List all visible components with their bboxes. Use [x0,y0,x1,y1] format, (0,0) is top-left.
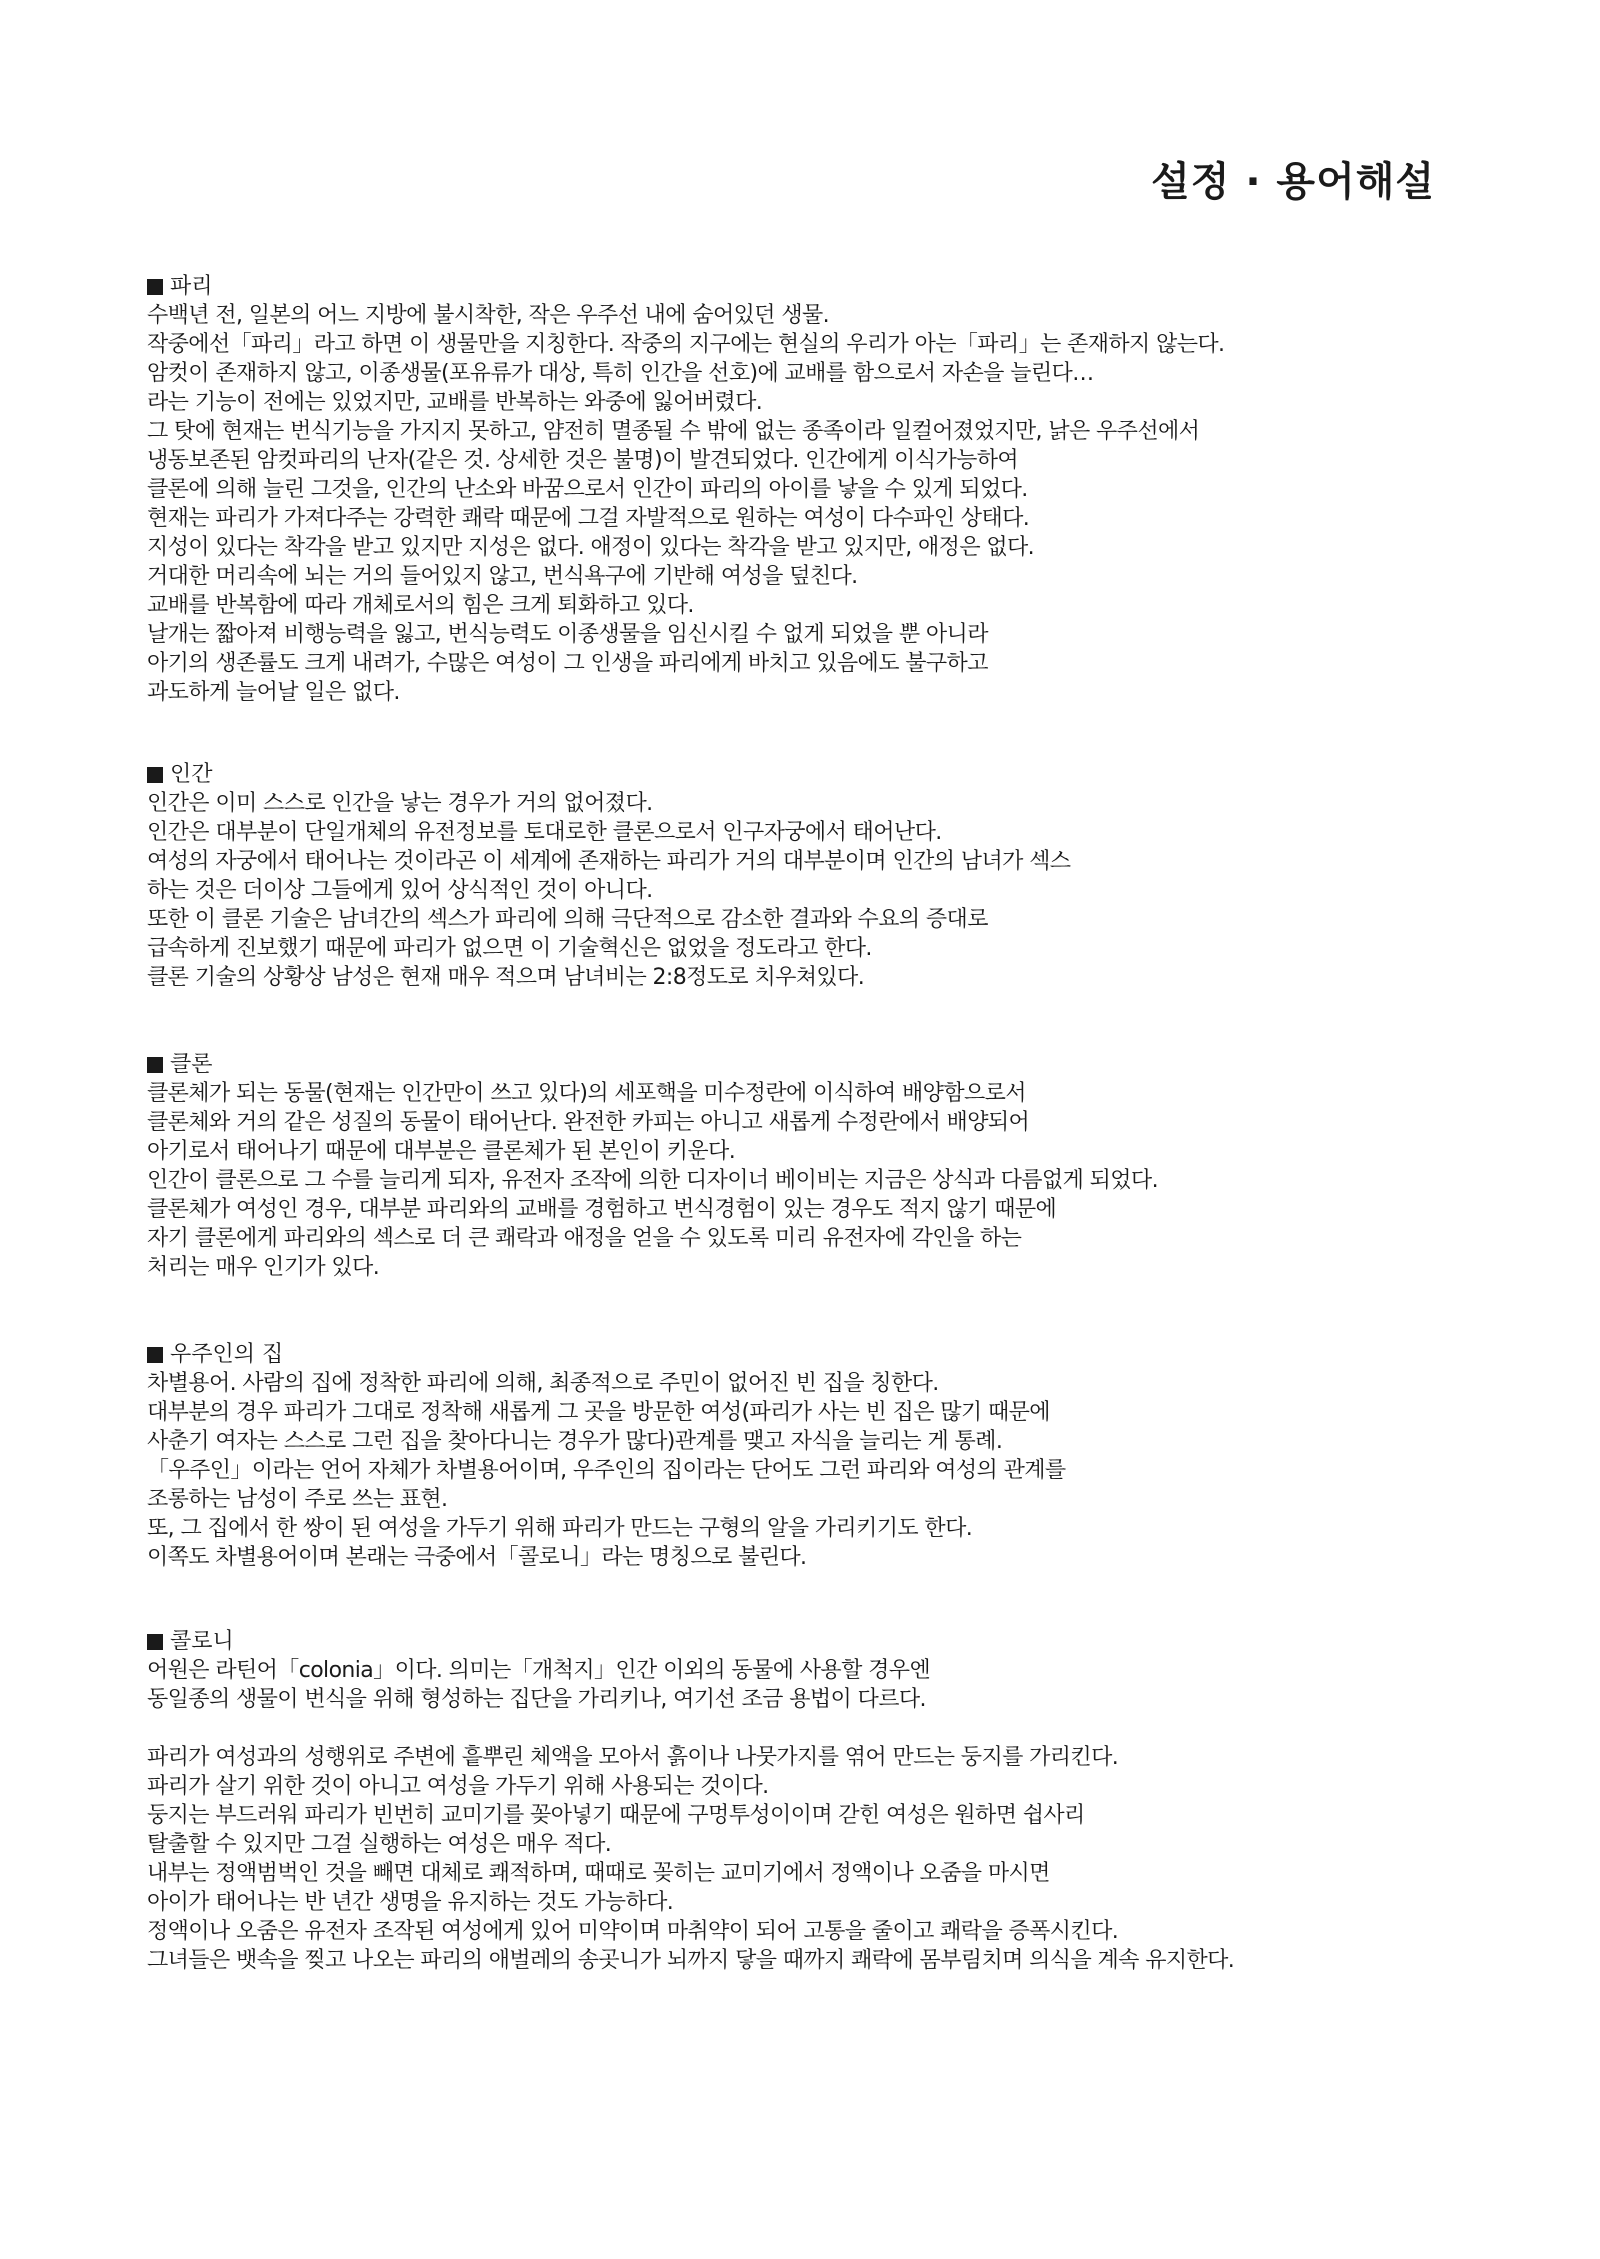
text-line: 사춘기 여자는 스스로 그런 집을 찾아다니는 경우가 많다)관계를 맺고 자식을 늘리는 게 통례. [147,1429,1003,1454]
text-line: 아기의 생존률도 크게 내려가, 수많은 여성이 그 인생을 파리에게 바치고 있음에도 불구하고 [147,651,988,676]
text-line: 하는 것은 더이상 그들에게 있어 상식적인 것이 아니다. [147,878,653,903]
section-body [147,789,1477,992]
text-line: 정액이나 오줌은 유전자 조작된 여성에게 있어 미약이며 마취약이 되어 고통을 줄이고 쾌락을 증폭시킨다. [147,1919,1119,1944]
text-line: 작중에선「파리」라고 하면 이 생물만을 지칭한다. 작중의 지구에는 현실의 우리가 아는「파리」는 존재하지 않는다. [147,332,1225,357]
text-line: 또, 그 집에서 한 쌍이 된 여성을 가두기 위해 파리가 만드는 구형의 알을 가리키기도 한다. [147,1516,973,1541]
text-line: 「우주인」이라는 언어 자체가 차별용어이며, 우주인의 집이라는 단어도 그런 파리와 여성의 관계를 [147,1458,1066,1483]
text-line: 둥지는 부드러워 파리가 빈번히 교미기를 꽂아넣기 때문에 구멍투성이이며 갇힌 여성은 원하면 쉽사리 [147,1803,1085,1828]
text-line: 냉동보존된 암컷파리의 난자(같은 것. 상세한 것은 불명)이 발견되었다. 인간에게 이식가능하여 [147,448,1019,473]
text-line: 인간은 이미 스스로 인간을 낳는 경우가 거의 없어졌다. [147,791,653,816]
section-heading [147,1340,1477,1369]
text-line: 지성이 있다는 착각을 받고 있지만 지성은 없다. 애정이 있다는 착각을 받고 있지만, 애정은 없다. [147,535,1035,560]
text-line: 거대한 머리속에 뇌는 거의 들어있지 않고, 번식욕구에 기반해 여성을 덮친다. [147,564,858,589]
section-human [147,760,1477,992]
text-line: 클론에 의해 늘린 그것을, 인간의 난소와 바꿈으로서 인간이 파리의 아이를 낳을 수 있게 되었다. [147,477,1028,502]
text-line: 클론체와 거의 같은 성질의 동물이 태어난다. 완전한 카피는 아니고 새롭게 수정란에서 배양되어 [147,1110,1030,1135]
square-bullet-icon [147,279,163,295]
section-heading-label: 인간 [170,762,213,787]
text-line: 클론 기술의 상황상 남성은 현재 매우 적으며 남녀비는 2:8정도로 치우쳐있다. [147,965,865,990]
section-heading-label: 콜로니 [170,1629,234,1654]
section-clone [147,1050,1477,1282]
section-heading [147,760,1477,789]
text-line: 아기로서 태어나기 때문에 대부분은 클론체가 된 본인이 키운다. [147,1139,736,1164]
section-heading-label: 파리 [170,274,213,299]
text-line: 파리가 여성과의 성행위로 주변에 흩뿌린 체액을 모아서 흙이나 나뭇가지를 엮어 만드는 둥지를 가리킨다. [147,1745,1119,1770]
section-body [147,1656,1477,1975]
text-line: 탈출할 수 있지만 그걸 실행하는 여성은 매우 적다. [147,1832,612,1857]
text-line: 차별용어. 사람의 집에 정착한 파리에 의해, 최종적으로 주민이 없어진 빈 집을 칭한다. [147,1371,939,1396]
text-line: 수백년 전, 일본의 어느 지방에 불시착한, 작은 우주선 내에 숨어있던 생물. [147,303,830,328]
text-line: 라는 기능이 전에는 있었지만, 교배를 반복하는 와중에 잃어버렸다. [147,390,763,415]
text-line: 과도하게 늘어날 일은 없다. [147,680,400,705]
section-alien-house [147,1340,1477,1572]
text-line: 암컷이 존재하지 않고, 이종생물(포유류가 대상, 특히 인간을 선호)에 교배를 함으로서 자손을 늘린다… [147,361,1094,386]
section-body [147,1369,1477,1572]
text-line: 이쪽도 차별용어이며 본래는 극중에서「콜로니」라는 명칭으로 불린다. [147,1545,807,1570]
text-line: 자기 클론에게 파리와의 섹스로 더 큰 쾌락과 애정을 얻을 수 있도록 미리 유전자에 각인을 하는 [147,1226,1022,1251]
section-body [147,301,1477,707]
text-line: 교배를 반복함에 따라 개체로서의 힘은 크게 퇴화하고 있다. [147,593,694,618]
text-line: 현재는 파리가 가져다주는 강력한 쾌락 때문에 그걸 자발적으로 원하는 여성이 다수파인 상태다. [147,506,1030,531]
text-line: 그 탓에 현재는 번식기능을 가지지 못하고, 얌전히 멸종될 수 밖에 없는 종족이라 일컬어졌었지만, 낡은 우주선에서 [147,419,1200,444]
text-line: 인간이 클론으로 그 수를 늘리게 되자, 유전자 조작에 의한 디자이너 베이비는 지금은 상식과 다름없게 되었다. [147,1168,1158,1193]
text-line: 어원은 라틴어「colonia」이다. 의미는「개척지」인간 이외의 동물에 사용할 경우엔 [147,1658,931,1683]
text-line: 파리가 살기 위한 것이 아니고 여성을 가두기 위해 사용되는 것이다. [147,1774,769,1799]
text-line: 처리는 매우 인기가 있다. [147,1255,380,1280]
square-bullet-icon [147,1634,163,1650]
section-heading [147,1050,1477,1079]
square-bullet-icon [147,1057,163,1073]
section-fly [147,272,1477,707]
square-bullet-icon [147,1347,163,1363]
text-line: 내부는 정액범벅인 것을 빼면 대체로 쾌적하며, 때때로 꽂히는 교미기에서 정액이나 오줌을 마시면 [147,1861,1050,1886]
page-title: 설정 · 용어해설 [1151,159,1435,205]
section-colony [147,1627,1477,1975]
section-heading-label: 우주인의 집 [170,1342,284,1367]
section-heading-label: 클론 [170,1052,213,1077]
blank-line [147,1714,1477,1743]
section-heading [147,1627,1477,1656]
section-heading [147,272,1477,301]
text-line: 대부분의 경우 파리가 그대로 정착해 새롭게 그 곳을 방문한 여성(파리가 사는 빈 집은 많기 때문에 [147,1400,1050,1425]
text-line: 동일종의 생물이 번식을 위해 형성하는 집단을 가리키나, 여기선 조금 용법이 다르다. [147,1687,926,1712]
text-line: 인간은 대부분이 단일개체의 유전정보를 토대로한 클론으로서 인구자궁에서 태어난다. [147,820,942,845]
text-line: 또한 이 클론 기술은 남녀간의 섹스가 파리에 의해 극단적으로 감소한 결과와 수요의 증대로 [147,907,988,932]
text-line: 조롱하는 남성이 주로 쓰는 표현. [147,1487,448,1512]
text-line: 급속하게 진보했기 때문에 파리가 없으면 이 기술혁신은 없었을 정도라고 한다. [147,936,872,961]
text-line: 아이가 태어나는 반 년간 생명을 유지하는 것도 가능하다. [147,1890,674,1915]
section-body [147,1079,1477,1282]
text-line: 날개는 짧아져 비행능력을 잃고, 번식능력도 이종생물을 임신시킬 수 없게 되었을 뿐 아니라 [147,622,988,647]
text-line: 클론체가 되는 동물(현재는 인간만이 쓰고 있다)의 세포핵을 미수정란에 이식하여 배양함으로서 [147,1081,1026,1106]
text-line: 여성의 자궁에서 태어나는 것이라곤 이 세계에 존재하는 파리가 거의 대부분이며 인간의 남녀가 섹스 [147,849,1071,874]
text-line: 그녀들은 뱃속을 찢고 나오는 파리의 애벌레의 송곳니가 뇌까지 닿을 때까지 쾌락에 몸부림치며 의식을 계속 유지한다. [147,1948,1235,1973]
square-bullet-icon [147,767,163,783]
text-line: 클론체가 여성인 경우, 대부분 파리와의 교배를 경험하고 번식경험이 있는 경우도 적지 않기 때문에 [147,1197,1057,1222]
